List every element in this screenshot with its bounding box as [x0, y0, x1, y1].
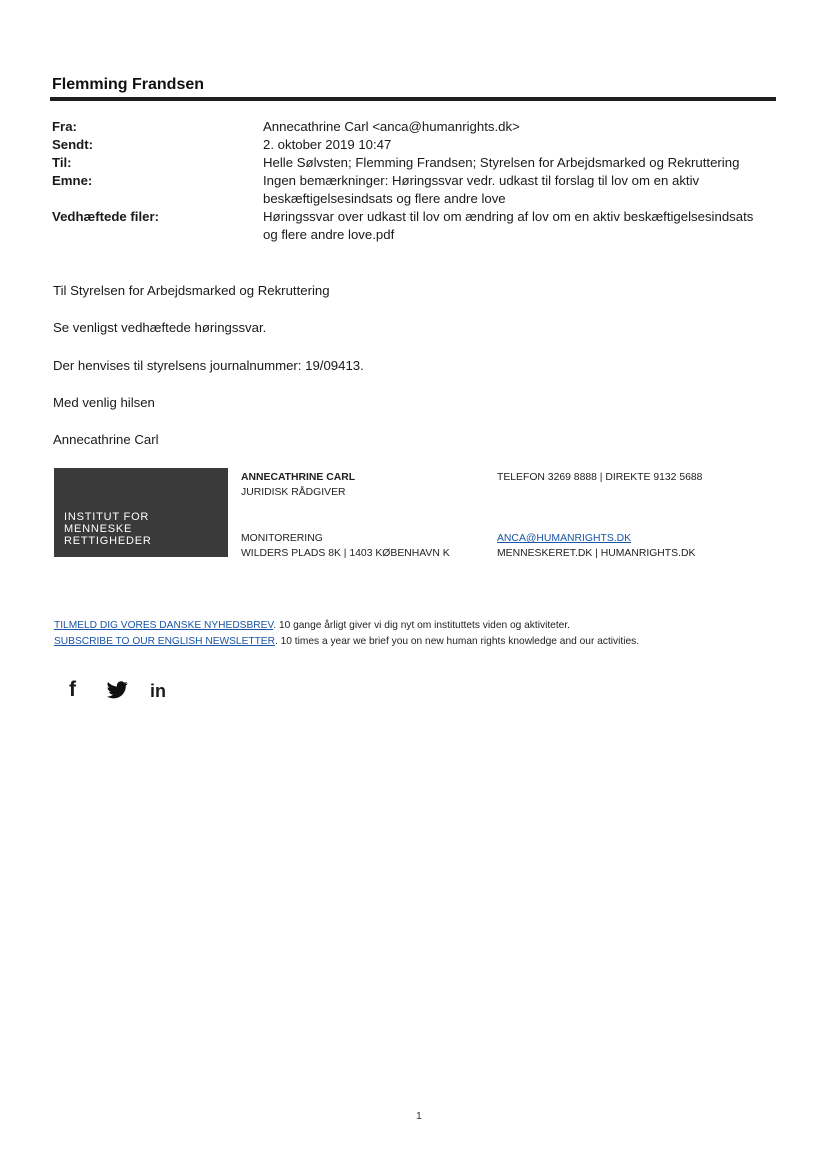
- signature-phone: TELEFON 3269 8888 | DIREKTE 9132 5688: [497, 472, 703, 483]
- facebook-icon[interactable]: f: [69, 678, 76, 701]
- meta-row-sent: [52, 136, 782, 154]
- signature-name: ANNECATHRINE CARL: [241, 472, 356, 483]
- signature-person: [241, 470, 355, 500]
- logo-text: [64, 511, 152, 547]
- newsletter-english: [54, 636, 639, 647]
- attachment-filename[interactable]: og flere andre love.pdf: [263, 227, 395, 242]
- email-metadata: [52, 118, 782, 244]
- meta-value-line: Annecathrine Carl <anca@humanrights.dk>: [263, 119, 520, 134]
- meta-row-from: [52, 118, 782, 136]
- meta-row-attachments: [52, 208, 782, 244]
- twitter-icon[interactable]: [107, 681, 128, 699]
- english-newsletter-link[interactable]: SUBSCRIBE TO OUR ENGLISH NEWSLETTER: [54, 636, 275, 647]
- closing: Med venlig hilsen: [53, 395, 155, 410]
- signature-websites: MENNESKERET.DK | HUMANRIGHTS.DK: [497, 548, 696, 559]
- newsletter-danish: [54, 620, 570, 631]
- signature-department-block: [241, 531, 450, 561]
- signature-contact-block: [497, 531, 695, 561]
- signature-title: JURIDISK RÅDGIVER: [241, 487, 346, 498]
- logo-line: MENNESKE: [64, 523, 133, 535]
- meta-value: [263, 136, 782, 154]
- meta-label: Sendt:: [52, 137, 94, 152]
- page-number: 1: [416, 1110, 422, 1122]
- heading-rule: [50, 97, 776, 101]
- meta-value-line: beskæftigelsesindsats og flere andre love: [263, 191, 506, 206]
- signature-department: MONITORERING: [241, 533, 323, 544]
- meta-value: [263, 208, 782, 244]
- attachment-filename[interactable]: Høringssvar over udkast til lov om ændring af lov om en aktiv beskæftigelsesindsats: [263, 209, 754, 224]
- logo-line: RETTIGHEDER: [64, 535, 152, 547]
- meta-label: Vedhæftede filer:: [52, 209, 159, 224]
- linkedin-icon[interactable]: in: [150, 681, 166, 701]
- sender-signoff: Annecathrine Carl: [53, 432, 159, 447]
- meta-value: [263, 172, 782, 208]
- meta-value-line: 2. oktober 2019 10:47: [263, 137, 392, 152]
- logo-line: INSTITUT FOR: [64, 511, 150, 523]
- sender-name-heading: Flemming Frandsen: [52, 76, 205, 93]
- meta-row-subject: [52, 172, 782, 208]
- body-paragraph: Se venligst vedhæftede høringssvar.: [53, 320, 267, 335]
- greeting: Til Styrelsen for Arbejdsmarked og Rekruttering: [53, 283, 330, 298]
- english-newsletter-text: . 10 times a year we brief you on new human rights knowledge and our activities.: [274, 636, 640, 647]
- institute-logo: [54, 468, 228, 557]
- signature-address: WILDERS PLADS 8K | 1403 KØBENHAVN K: [241, 548, 450, 559]
- meta-label: Emne:: [52, 173, 93, 188]
- meta-value-line: Helle Sølvsten; Flemming Frandsen; Styrelsen for Arbejdsmarked og Rekruttering: [263, 155, 740, 170]
- meta-value: [263, 154, 782, 172]
- meta-label: Til:: [52, 155, 72, 170]
- body-paragraph: Der henvises til styrelsens journalnummer: 19/09413.: [53, 358, 364, 373]
- danish-newsletter-text: . 10 gange årligt giver vi dig nyt om instituttets viden og aktiviteter.: [273, 620, 571, 631]
- meta-value: [263, 118, 782, 136]
- meta-row-to: [52, 154, 782, 172]
- meta-label: Fra:: [52, 119, 77, 134]
- meta-value-line: Ingen bemærkninger: Høringssvar vedr. udkast til forslag til lov om en aktiv: [263, 173, 700, 188]
- danish-newsletter-link[interactable]: TILMELD DIG VORES DANSKE NYHEDSBREV: [54, 620, 274, 631]
- signature-email-link[interactable]: ANCA@HUMANRIGHTS.DK: [497, 533, 632, 544]
